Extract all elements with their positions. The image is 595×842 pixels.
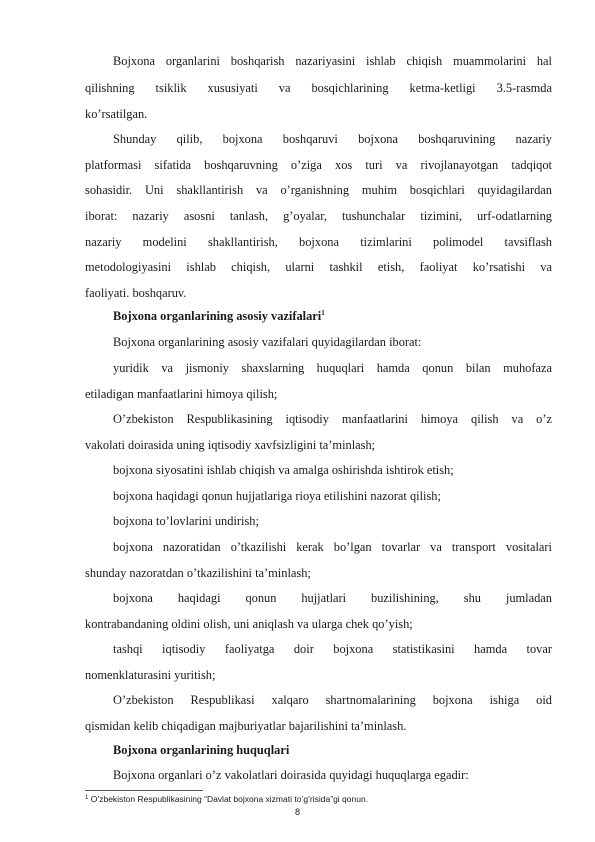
list-item-line: O’zbekiston Respublikasining iqtisodiy manfaatlarini himoya qilish va o’z: [113, 412, 552, 426]
paragraph-line: Bojxona organlarini boshqarish nazariyasini ishlab chiqish muammolarini hal: [113, 54, 552, 68]
section-heading-tasks: [113, 306, 552, 326]
list-item-line: tashqi iqtisodiy faoliyatga doir bojxona statistikasini hamda tovar: [113, 642, 552, 656]
list-item-line: etiladigan manfaatlarini himoya qilish;: [85, 387, 278, 401]
paragraph-line: Bojxona organlari o’z vakolatlari doirasida quyidagi huquqlarga egadir:: [113, 768, 469, 782]
paragraph-line: qilishning tsiklik xususiyati va bosqichlarining ketma-ketligi 3.5-rasmda: [85, 81, 552, 95]
list-item-line: vakolati doirasida uning iqtisodiy xavfsizligini ta’minlash;: [85, 438, 376, 452]
list-item-line: bojxona haqidagi qonun hujjatlari buzilishining, shu jumladan: [113, 591, 552, 605]
list-item-line: bojxona siyosatini ishlab chiqish va amalga oshirishda ishtirok etish;: [113, 463, 454, 477]
list-item-line: bojxona to’lovlarini undirish;: [113, 514, 259, 528]
list-item-line: qismidan kelib chiqadigan majburiyatlar bajarilishini ta’minlash.: [85, 719, 407, 733]
paragraph-line: sohasidir. Uni shakllantirish va o’rganishning muhim bosqichlari quyidagilardan: [85, 183, 552, 197]
footnote-mark: 1: [85, 795, 89, 801]
list-item-line: bojxona haqidagi qonun hujjatlariga rioya etilishini nazorat qilish;: [113, 489, 441, 503]
list-item-line: kontrabandaning oldini olish, uni aniqlash va ularga chek qo’yish;: [85, 617, 413, 631]
section-heading-rights: Bojxona organlarining huquqlari: [113, 743, 290, 757]
list-item-line: shunday nazoratdan o’tkazilishini ta’minlash;: [85, 566, 311, 580]
paragraph-line: ko’rsatilgan.: [85, 107, 148, 121]
paragraph-line: iborat: nazariy asosni tanlash, g’oyalar, tushunchalar tizimini, urf-odatlarning: [85, 209, 552, 223]
paragraph-line: platformasi sifatida boshqaruvning o’ziga xos turi va rivojlanayotgan tadqiqot: [85, 158, 552, 172]
paragraph-line: Shunday qilib, bojxona boshqaruvi bojxona boshqaruvining nazariy: [113, 132, 552, 146]
paragraph-line: faoliyati. boshqaruv.: [85, 286, 187, 300]
footnote-text: O’zbekiston Respublikasining “Davlat bojxona xizmati to’g’risida”gi qonun.: [90, 794, 369, 804]
page-number: 8: [294, 807, 300, 817]
paragraph-line: Bojxona organlarining asosiy vazifalari quyidagilardan iborat:: [113, 335, 422, 349]
paragraph-line: metodologiyasini ishlab chiqish, ularni tashkil etish, faoliyat ko’rsatishi va: [85, 260, 552, 274]
footnote-separator: [85, 790, 203, 791]
heading-text: Bojxona organlarining asosiy vazifalari: [113, 309, 322, 323]
footnote: [85, 794, 552, 805]
list-item-line: bojxona nazoratidan o’tkazilishi kerak bo’lgan tovarlar va transport vositalari: [113, 540, 552, 554]
paragraph-line: nazariy modelini shakllantirish, bojxona tizimlarini polimodel tavsiflash: [85, 235, 552, 249]
list-item-line: O’zbekiston Respublikasi xalqaro shartnomalarining bojxona ishiga oid: [113, 693, 552, 707]
list-item-line: yuridik va jismoniy shaxslarning huquqlari hamda qonun bilan muhofaza: [113, 361, 552, 375]
footnote-reference: 1: [321, 309, 325, 317]
list-item-line: nomenklaturasini yuritish;: [85, 668, 216, 682]
